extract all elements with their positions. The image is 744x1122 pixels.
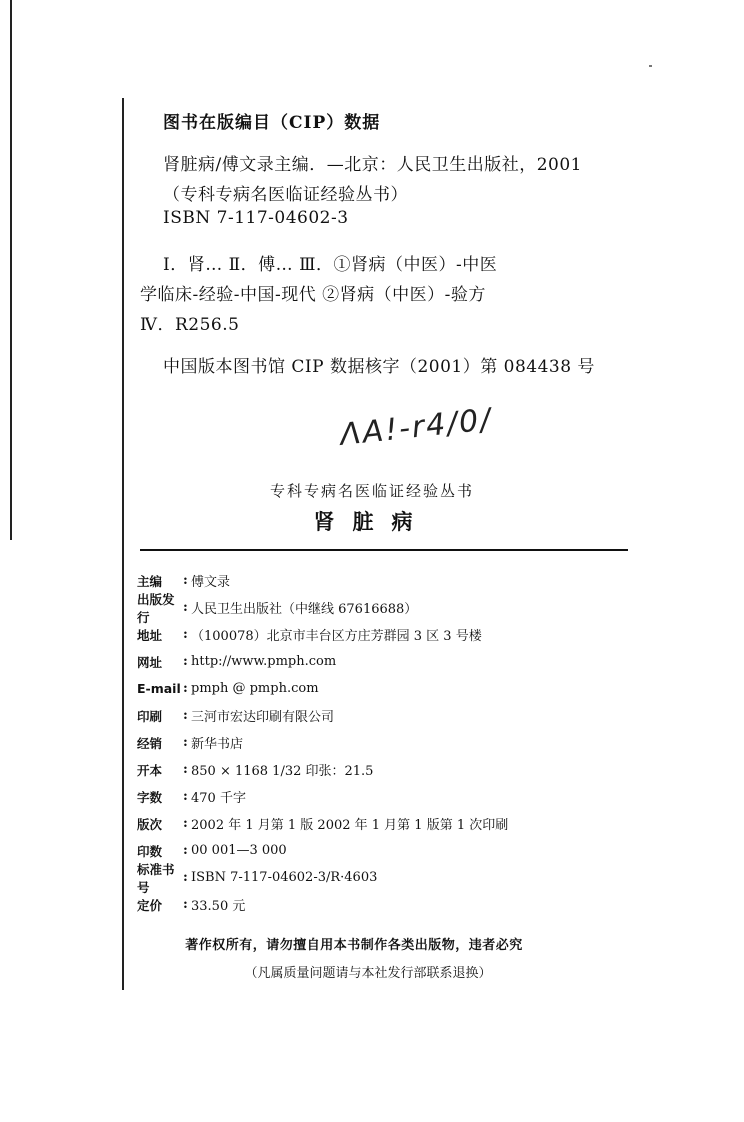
info-value: 00 001—3 000 xyxy=(191,843,287,858)
info-value: 850 × 1168 1/32 印张：21.5 xyxy=(191,764,374,779)
info-value: http://www.pmph.com xyxy=(191,654,337,669)
info-label: 印数 xyxy=(137,843,163,859)
info-row-print-run: 印数 : 00 001—3 000 xyxy=(137,843,287,859)
info-row-printer: 印刷 : 三河市宏达印刷有限公司 xyxy=(137,708,335,725)
info-row-publisher: 出版发行 : 人民卫生出版社（中继线 67616688） xyxy=(137,591,418,625)
info-label: 出版发行 xyxy=(137,591,175,625)
info-label: 主编 xyxy=(137,573,163,589)
info-label: 版次 xyxy=(137,816,163,832)
info-label: 字数 xyxy=(137,789,163,805)
info-value: （100078）北京市丰台区方庄芳群园 3 区 3 号楼 xyxy=(191,629,482,644)
info-row-word-count: 字数 : 470 千字 xyxy=(137,789,246,806)
info-label: E-mail xyxy=(137,681,181,696)
info-value: 470 千字 xyxy=(191,791,246,806)
handwritten-annotation: ΛΑ!-r4/0/ xyxy=(338,402,495,453)
return-notice: （凡属质量问题请与本社发行部联系退换） xyxy=(244,966,492,981)
info-value: 2002 年 1 月第 1 版 2002 年 1 月第 1 版第 1 次印刷 xyxy=(191,818,509,833)
info-value: pmph @ pmph.com xyxy=(191,681,319,696)
cip-isbn-line: ISBN 7-117-04602-3 xyxy=(163,208,349,228)
book-title: 肾脏病 xyxy=(313,510,431,534)
info-row-price: 定价 : 33.50 元 xyxy=(137,897,246,914)
info-row-address: 地址 : （100078）北京市丰台区方庄芳群园 3 区 3 号楼 xyxy=(137,627,482,644)
info-value: 傅文录 xyxy=(191,575,231,590)
info-label: 印刷 xyxy=(137,708,163,724)
info-row-website: 网址 : http://www.pmph.com xyxy=(137,654,337,670)
info-label: 网址 xyxy=(137,654,163,670)
cip-classification-line: Ⅳ．R256.5 xyxy=(140,315,240,335)
series-name: 专科专病名医临证经验丛书 xyxy=(269,482,474,500)
info-row-editor: 主编 : 傅文录 xyxy=(137,573,231,590)
cip-series-line: （专科专病名医临证经验丛书） xyxy=(163,185,408,205)
info-row-isbn: 标准书号 : ISBN 7-117-04602-3/R·4603 xyxy=(137,861,378,895)
left-border-line xyxy=(10,0,12,540)
info-row-distributor: 经销 : 新华书店 xyxy=(137,735,244,752)
cip-classification-line: 学临床-经验-中国-现代 ②肾病（中医）-验方 xyxy=(140,285,486,305)
info-value: 人民卫生出版社（中继线 67616688） xyxy=(191,602,418,617)
corner-mark xyxy=(649,65,652,67)
info-label: 地址 xyxy=(137,627,163,643)
info-row-edition: 版次 : 2002 年 1 月第 1 版 2002 年 1 月第 1 版第 1 次印刷 xyxy=(137,816,509,833)
info-value: 33.50 元 xyxy=(191,899,246,914)
cip-heading: 图书在版编目（CIP）数据 xyxy=(163,113,381,133)
cip-check-number: 中国版本图书馆 CIP 数据核字（2001）第 084438 号 xyxy=(163,357,595,377)
cip-bibliographic-line: 肾脏病/傅文录主编．—北京：人民卫生出版社，2001 xyxy=(163,155,582,175)
info-label: 标准书号 xyxy=(137,861,175,895)
publication-info xyxy=(137,567,508,918)
info-value: 三河市宏达印刷有限公司 xyxy=(191,710,335,725)
divider-line xyxy=(140,549,628,551)
info-row-format: 开本 : 850 × 1168 1/32 印张：21.5 xyxy=(137,762,374,779)
copyright-notice: 著作权所有，请勿擅自用本书制作各类出版物，违者必究 xyxy=(185,938,523,953)
text-margin-line xyxy=(122,98,124,990)
info-row-email: E-mail : pmph @ pmph.com xyxy=(137,681,319,696)
cip-classification-line: Ⅰ．肾… Ⅱ．傅… Ⅲ．①肾病（中医）-中医 xyxy=(163,255,498,275)
info-value: ISBN 7-117-04602-3/R·4603 xyxy=(191,870,378,885)
info-value: 新华书店 xyxy=(191,737,244,752)
info-label: 定价 xyxy=(137,897,163,913)
info-label: 开本 xyxy=(137,762,163,778)
info-label: 经销 xyxy=(137,735,163,751)
